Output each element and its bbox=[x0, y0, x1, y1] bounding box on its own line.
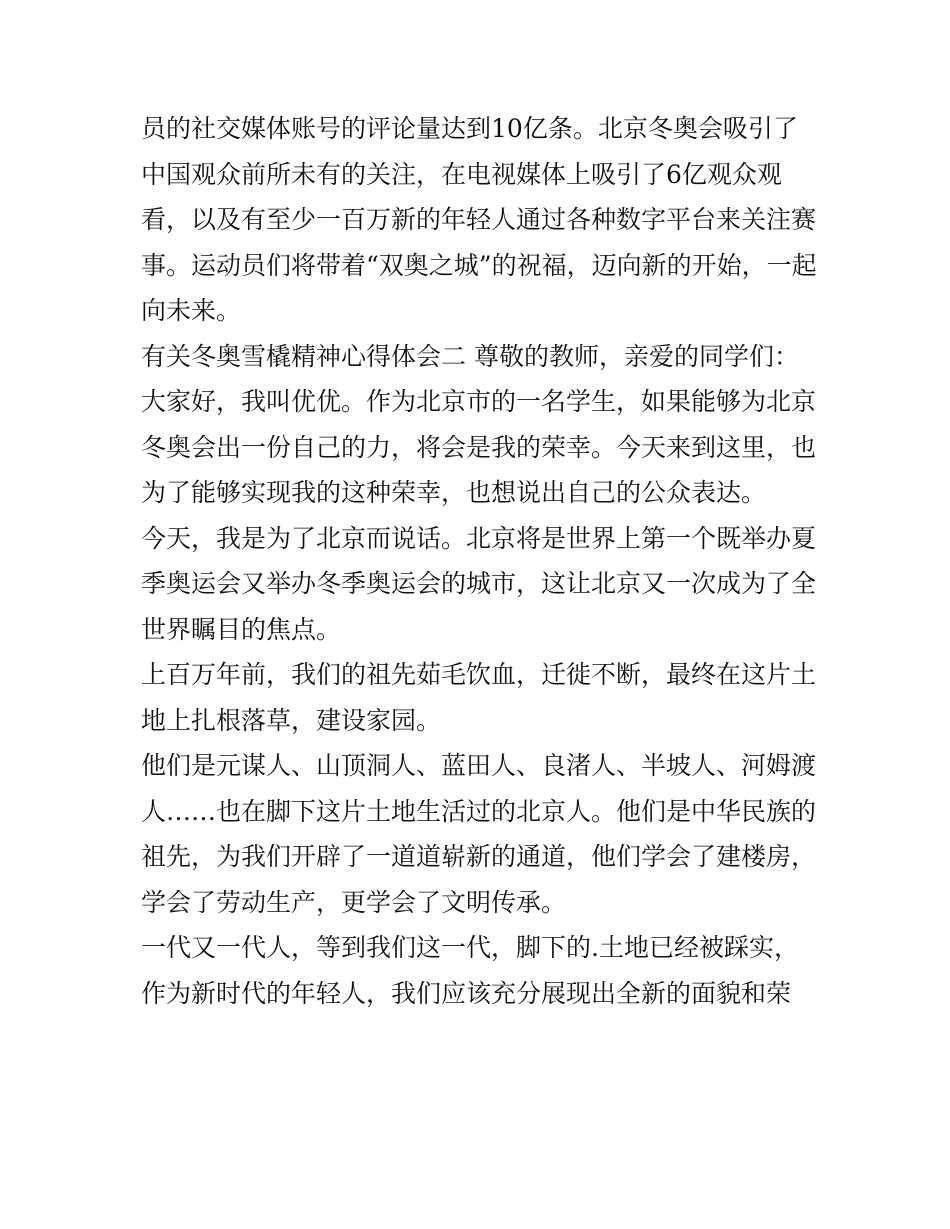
text-line: 他们是元谋人、山顶洞人、蓝田人、良渚人、半坡人、河姆渡 bbox=[141, 751, 817, 780]
text-line: 看，以及有至少一百万新的年轻人通过各种数字平台来关注赛 bbox=[141, 205, 817, 234]
text-line: 冬奥会出一份自己的力，将会是我的荣幸。今天来到这里，也 bbox=[141, 432, 817, 462]
text-line: 员的社交媒体账号的评论量达到10亿条。北京冬奥会吸引了 bbox=[141, 114, 798, 143]
text-line: 大家好，我叫优优。作为北京市的一名学生，如果能够为北京 bbox=[141, 387, 817, 416]
text-line: 祖先，为我们开辟了一道道崭新的通道，他们学会了建楼房， bbox=[141, 842, 817, 871]
text-line: 中国观众前所未有的关注，在电视媒体上吸引了6亿观众观 bbox=[141, 159, 782, 189]
document-body bbox=[141, 106, 821, 1016]
text-line: 人……也在脚下这片土地生活过的北京人。他们是中华民族的 bbox=[141, 796, 817, 826]
section-heading-line: 有关冬奥雪橇精神心得体会二 尊敬的教师，亲爱的同学们： bbox=[141, 341, 799, 371]
text-line: 世界瞩目的焦点。 bbox=[141, 614, 342, 644]
text-line: 今天，我是为了北京而说话。北京将是世界上第一个既举办夏 bbox=[141, 523, 817, 553]
text-line: 为了能够实现我的这种荣幸，也想说出自己的公众表达。 bbox=[141, 478, 767, 507]
text-line: 一代又一代人，等到我们这一代，脚下的.土地已经被踩实， bbox=[141, 933, 799, 962]
text-line: 上百万年前，我们的祖先茹毛饮血，迁徙不断，最终在这片土 bbox=[141, 660, 817, 689]
text-line: 学会了劳动生产，更学会了文明传承。 bbox=[141, 887, 567, 917]
text-line: 地上扎根落草，建设家园。 bbox=[141, 705, 442, 735]
text-line: 向未来。 bbox=[141, 296, 242, 325]
text-line: 事。运动员们将带着“双奥之城”的祝福，迈向新的开始，一起 bbox=[141, 250, 817, 280]
text-line: 季奥运会又举办冬季奥运会的城市，这让北京又一次成为了全 bbox=[141, 569, 817, 598]
text-line: 作为新时代的年轻人，我们应该充分展现出全新的面貌和荣 bbox=[141, 978, 792, 1008]
